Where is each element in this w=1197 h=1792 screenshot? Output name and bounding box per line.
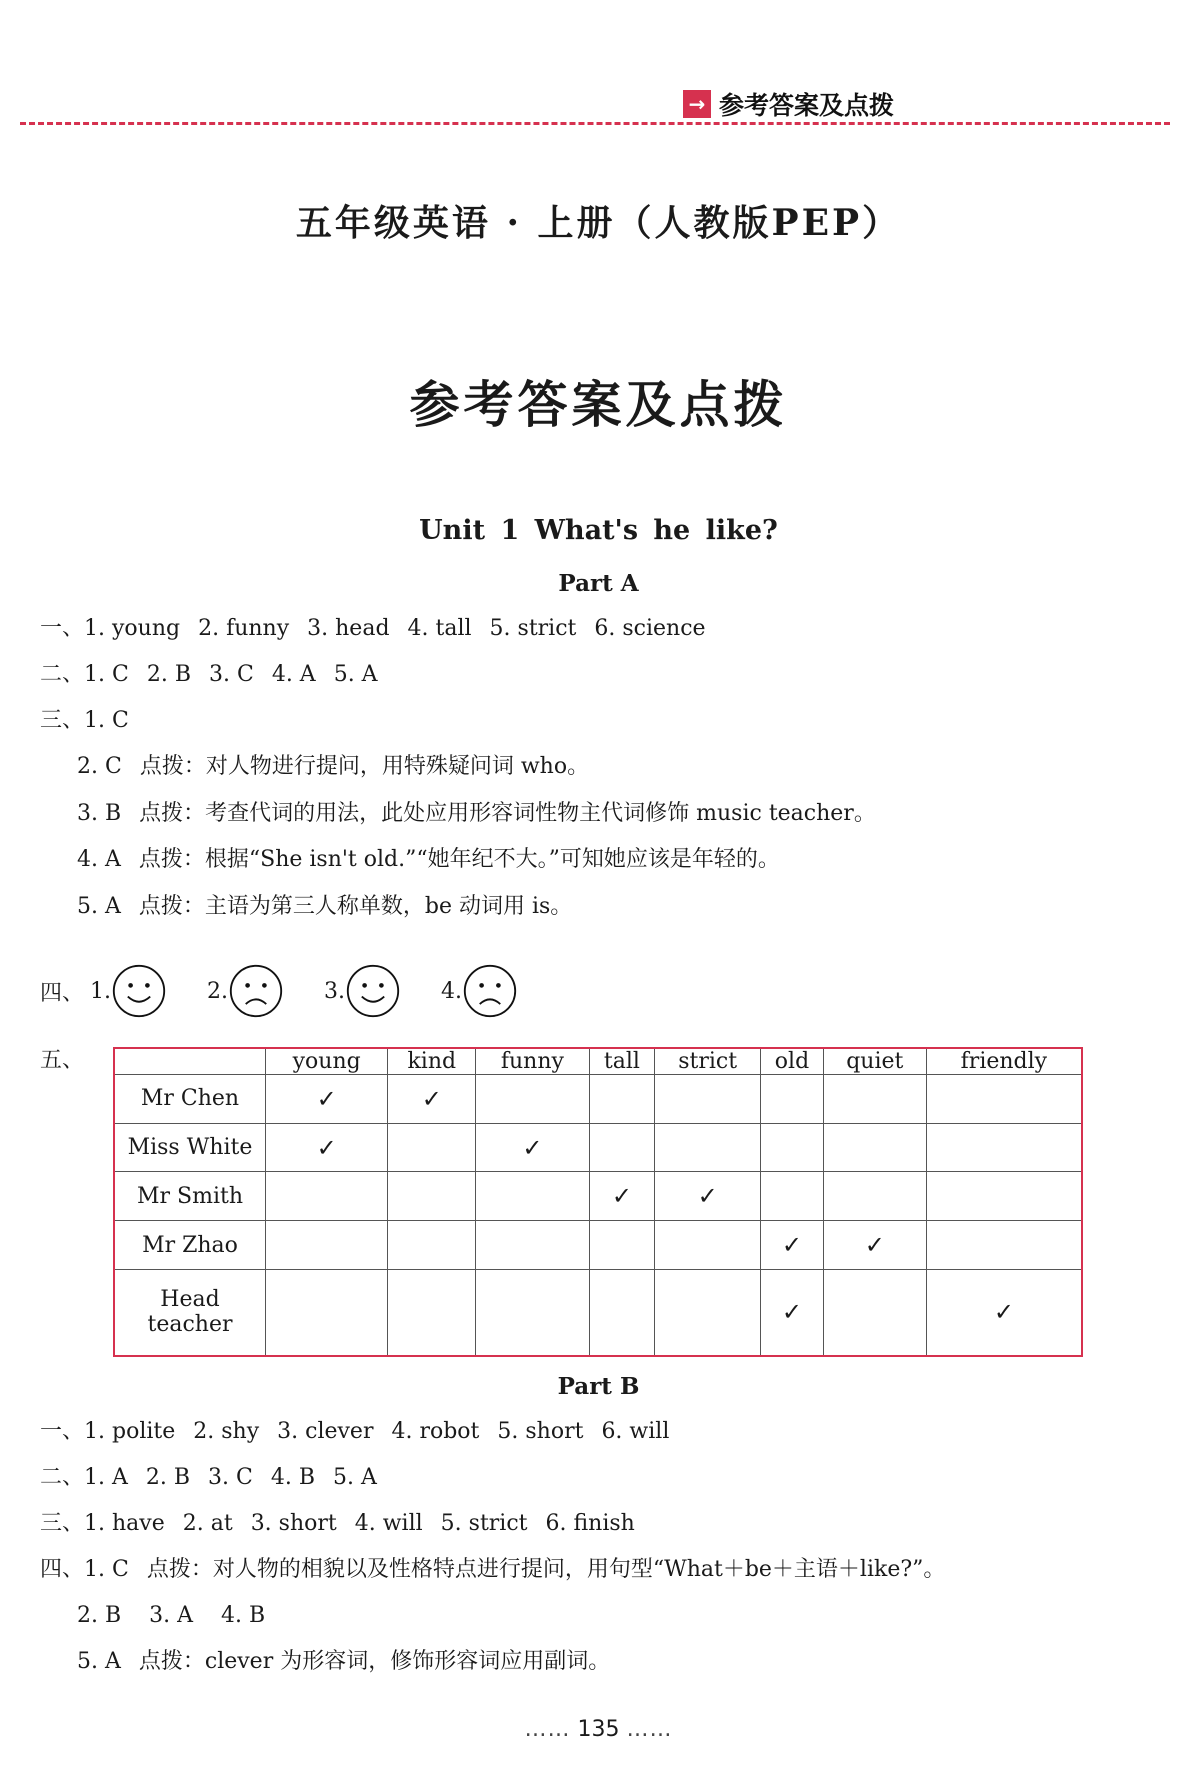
part-b-q1-line — [40, 1417, 669, 1447]
answer: 4. A — [271, 662, 316, 687]
answer: 4. tall — [407, 616, 472, 641]
row-label: Mr Zhao — [114, 1221, 266, 1270]
empty-cell — [476, 1221, 589, 1270]
section-header-tag — [683, 86, 894, 122]
footer-dots: …… — [524, 1717, 571, 1742]
empty-cell — [823, 1172, 926, 1221]
unit-title: Unit 1 What's he like? — [419, 515, 778, 546]
empty-cell — [655, 1269, 761, 1356]
answer: 1. C — [84, 1557, 129, 1582]
empty-cell — [589, 1269, 655, 1356]
smiling-face-icon — [111, 963, 167, 1019]
part-a-q3-line-3 — [77, 799, 876, 829]
answer: 5. strict — [489, 616, 577, 641]
check-mark: ✓ — [266, 1075, 388, 1124]
row-label: Mr Smith — [114, 1172, 266, 1221]
answer: 4. will — [354, 1511, 423, 1536]
empty-cell — [823, 1123, 926, 1172]
answer: 1. C — [84, 708, 129, 733]
answer: 1. young — [84, 616, 181, 641]
part-b-q3-line — [40, 1509, 635, 1539]
empty-cell — [476, 1172, 589, 1221]
q-number: 四、 — [40, 980, 85, 1006]
empty-cell — [266, 1172, 388, 1221]
sad-face-icon — [462, 963, 518, 1019]
check-mark: ✓ — [761, 1221, 824, 1270]
part-a-q1-line — [40, 614, 706, 644]
table-row — [114, 1123, 1082, 1172]
answer: 5. A — [333, 662, 378, 687]
footer-dots: …… — [626, 1717, 673, 1742]
empty-cell — [476, 1075, 589, 1124]
answer: 5. A — [77, 1649, 121, 1674]
answer: 4. B — [270, 1465, 316, 1490]
table-corner-cell — [114, 1048, 266, 1075]
row-label: Head teacher — [114, 1269, 266, 1356]
explanation-note: 点拨：对人物进行提问，用特殊疑问词 who。 — [139, 754, 590, 779]
sad-face-icon — [228, 963, 284, 1019]
page-footer — [0, 1717, 1197, 1742]
table-row — [114, 1269, 1082, 1356]
face-item — [207, 963, 284, 1019]
column-header: strict — [655, 1048, 761, 1075]
explanation-note: 点拨：主语为第三人称单数，be 动词用 is。 — [138, 894, 573, 919]
header-dashed-divider — [20, 122, 1170, 125]
answer: 1. C — [84, 662, 129, 687]
empty-cell — [926, 1123, 1082, 1172]
answer: 2. B — [145, 1465, 191, 1490]
item-number: 3. — [324, 978, 346, 1004]
empty-cell — [823, 1269, 926, 1356]
q-number: 一、 — [40, 1419, 85, 1444]
table-header-row — [114, 1048, 1082, 1075]
column-header: tall — [589, 1048, 655, 1075]
empty-cell — [926, 1221, 1082, 1270]
section-tag-text: 参考答案及点拨 — [719, 91, 895, 120]
answer: 2. B 3. A 4. B — [77, 1603, 266, 1628]
empty-cell — [655, 1221, 761, 1270]
answer: 4. robot — [391, 1419, 480, 1444]
answer: 2. at — [182, 1511, 233, 1536]
empty-cell — [388, 1221, 476, 1270]
answer: 5. short — [497, 1419, 584, 1444]
table-row — [114, 1075, 1082, 1124]
empty-cell — [761, 1123, 824, 1172]
column-header: old — [761, 1048, 824, 1075]
answer: 6. science — [594, 616, 706, 641]
face-item — [324, 963, 401, 1019]
empty-cell — [388, 1269, 476, 1356]
answer: 1. polite — [84, 1419, 176, 1444]
part-a-title: Part A — [558, 570, 639, 597]
check-mark: ✓ — [655, 1172, 761, 1221]
table-row — [114, 1221, 1082, 1270]
empty-cell — [589, 1075, 655, 1124]
check-mark: ✓ — [589, 1172, 655, 1221]
answer: 5. strict — [440, 1511, 528, 1536]
empty-cell — [589, 1221, 655, 1270]
check-mark: ✓ — [761, 1269, 824, 1356]
check-mark: ✓ — [823, 1221, 926, 1270]
item-number: 2. — [207, 978, 229, 1004]
part-b-q4-line-2 — [77, 1601, 265, 1631]
q-number: 四、 — [40, 1557, 85, 1582]
explanation-note: 点拨：根据“She isn't old.”“她年纪不大。”可知她应该是年轻的。 — [138, 847, 780, 872]
face-item — [441, 963, 518, 1019]
answer: 6. finish — [545, 1511, 635, 1536]
empty-cell — [823, 1075, 926, 1124]
answer: 2. C — [77, 754, 122, 779]
answer: 2. funny — [198, 616, 290, 641]
empty-cell — [761, 1172, 824, 1221]
answer: 3. C — [208, 1465, 253, 1490]
part-a-q2-line — [40, 660, 378, 690]
empty-cell — [761, 1075, 824, 1124]
page-title: 参考答案及点拨 — [409, 375, 788, 434]
answer: 3. B — [77, 801, 122, 826]
page-number: 135 — [577, 1717, 620, 1742]
q-number: 一、 — [40, 616, 85, 641]
column-header: young — [266, 1048, 388, 1075]
row-label: Miss White — [114, 1123, 266, 1172]
empty-cell — [266, 1221, 388, 1270]
face-item — [90, 963, 167, 1019]
answer: 5. A — [333, 1465, 377, 1490]
answer: 3. head — [307, 616, 390, 641]
answer: 1. A — [84, 1465, 128, 1490]
empty-cell — [655, 1123, 761, 1172]
part-b-q4-line-3 — [77, 1647, 610, 1677]
explanation-note: 点拨：考查代词的用法，此处应用形容词性物主代词修饰 music teacher。 — [139, 801, 876, 826]
check-mark: ✓ — [926, 1269, 1082, 1356]
part-a-q4-line — [40, 963, 558, 1019]
trait-table — [113, 1047, 1083, 1357]
check-mark: ✓ — [476, 1123, 589, 1172]
part-a-q3-line-5 — [77, 892, 572, 922]
empty-cell — [266, 1269, 388, 1356]
column-header: funny — [476, 1048, 589, 1075]
q-number: 二、 — [40, 1465, 85, 1490]
explanation-note: 点拨：clever 为形容词，修饰形容词应用副词。 — [138, 1649, 611, 1674]
row-label: Mr Chen — [114, 1075, 266, 1124]
empty-cell — [589, 1123, 655, 1172]
part-a-q3-line-4 — [77, 845, 780, 875]
q-number: 二、 — [40, 662, 85, 687]
book-title: 五年级英语 · 上册（人教版PEP） — [295, 202, 902, 244]
empty-cell — [926, 1172, 1082, 1221]
answer: 2. shy — [193, 1419, 260, 1444]
column-header: friendly — [926, 1048, 1082, 1075]
column-header: quiet — [823, 1048, 926, 1075]
check-mark: ✓ — [266, 1123, 388, 1172]
empty-cell — [476, 1269, 589, 1356]
check-mark: ✓ — [388, 1075, 476, 1124]
part-b-q4-line-1 — [40, 1555, 945, 1585]
empty-cell — [388, 1123, 476, 1172]
part-a-q3-line-1 — [40, 706, 129, 736]
smiling-face-icon — [345, 963, 401, 1019]
item-number: 1. — [90, 978, 112, 1004]
answer: 5. A — [77, 894, 121, 919]
answer: 3. C — [209, 662, 254, 687]
answer: 2. B — [146, 662, 191, 687]
column-header: kind — [388, 1048, 476, 1075]
empty-cell — [926, 1075, 1082, 1124]
explanation-note: 点拨：对人物的相貌以及性格特点进行提问，用句型“What＋be＋主语＋like?”。 — [146, 1557, 946, 1582]
arrow-right-icon: → — [683, 90, 711, 118]
empty-cell — [655, 1075, 761, 1124]
part-b-q2-line — [40, 1463, 377, 1493]
table-row — [114, 1172, 1082, 1221]
answer: 1. have — [84, 1511, 165, 1536]
answer: 4. A — [77, 847, 121, 872]
part-b-title: Part B — [557, 1373, 640, 1400]
part-a-q3-line-2 — [77, 752, 589, 782]
answer: 3. clever — [277, 1419, 374, 1444]
item-number: 4. — [441, 978, 463, 1004]
q-number: 三、 — [40, 1511, 85, 1536]
answer: 3. short — [250, 1511, 337, 1536]
q-number: 五、 — [40, 1048, 85, 1073]
empty-cell — [388, 1172, 476, 1221]
q-number: 三、 — [40, 708, 85, 733]
answer: 6. will — [601, 1419, 670, 1444]
